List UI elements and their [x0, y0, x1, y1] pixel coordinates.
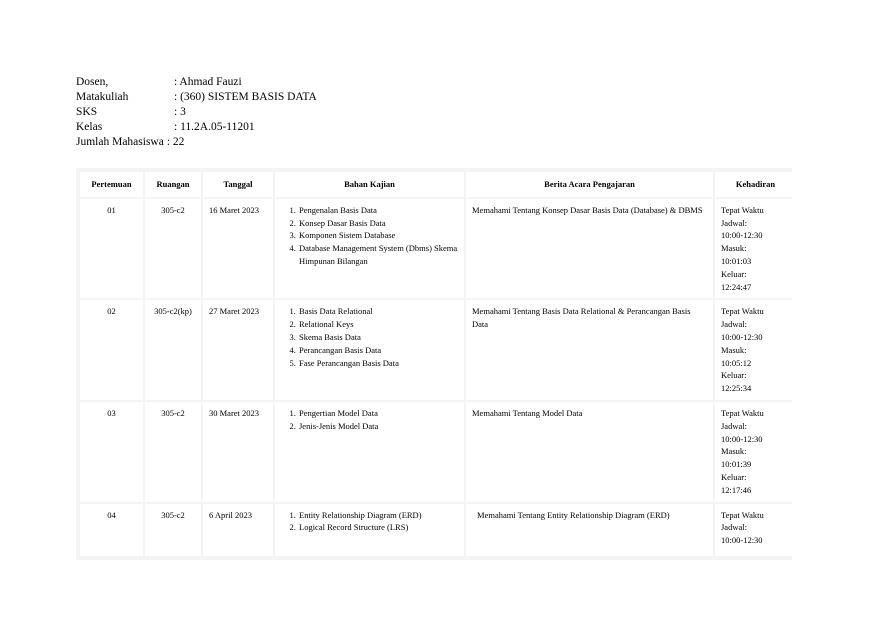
cell-bahan-kajian [275, 504, 464, 556]
cell-pertemuan: 02 [80, 300, 143, 400]
kehadiran-jadwal-value: 10:00-12:30 [721, 331, 763, 342]
matakuliah-label: Matakuliah [76, 91, 129, 103]
cell-tanggal: 27 Maret 2023 [203, 300, 273, 400]
table-row [80, 199, 796, 299]
cell-bahan-kajian [275, 402, 464, 502]
cell-ruangan: 305-c2 [145, 199, 201, 299]
list-item: 4. Database Management System (Dbms) Skema Himpunan Bilangan [298, 242, 458, 268]
column-header-kehadiran: Kehadiran [715, 172, 796, 197]
kehadiran-jadwal-value: 10:00-12:30 [721, 535, 763, 546]
cell-kehadiran [715, 300, 796, 400]
attendance-table-container [76, 168, 792, 560]
list-item: 1. Pengertian Model Data [298, 407, 458, 420]
sks-row [76, 105, 317, 120]
kelas-row [76, 120, 317, 135]
dosen-label: Dosen, [76, 76, 109, 88]
kehadiran-keluar-label: Keluar: [721, 471, 747, 482]
kehadiran-status: Tepat Waktu [721, 204, 764, 215]
list-item: 3. Komponen Sistem Database [298, 229, 458, 242]
kehadiran-status: Tepat Waktu [721, 407, 764, 418]
cell-berita-acara: Memahami Tentang Konsep Dasar Basis Data (Database) & DBMS [466, 199, 713, 299]
cell-kehadiran [715, 199, 796, 299]
dosen-value: : Ahmad Fauzi [174, 76, 242, 88]
cell-ruangan: 305-c2 [145, 402, 201, 502]
cell-tanggal: 16 Maret 2023 [203, 199, 273, 299]
cell-bahan-kajian [275, 300, 464, 400]
matakuliah-row [76, 90, 317, 105]
list-item: 2. Konsep Dasar Basis Data [298, 217, 458, 230]
cell-kehadiran [715, 402, 796, 502]
column-header-tanggal: Tanggal [203, 172, 273, 197]
kehadiran-masuk-value: 10:05:12 [721, 357, 752, 368]
kehadiran-masuk-label: Masuk: [721, 243, 747, 254]
list-item: 2. Jenis-Jenis Model Data [298, 420, 458, 433]
sks-value: : 3 [174, 106, 186, 118]
kehadiran-keluar-label: Keluar: [721, 370, 747, 381]
cell-pertemuan: 04 [80, 504, 143, 556]
kehadiran-masuk-label: Masuk: [721, 446, 747, 457]
list-item: 4. Perancangan Basis Data [298, 344, 458, 357]
kehadiran-jadwal-value: 10:00-12:30 [721, 230, 763, 241]
kehadiran-keluar-label: Keluar: [721, 268, 747, 279]
cell-tanggal: 30 Maret 2023 [203, 402, 273, 502]
kehadiran-jadwal-label: Jadwal: [721, 522, 747, 533]
kehadiran-jadwal-label: Jadwal: [721, 319, 747, 330]
cell-berita-acara: Memahami Tentang Model Data [466, 402, 713, 502]
kehadiran-masuk-value: 10:01:03 [721, 255, 752, 266]
table-row [80, 300, 796, 400]
list-item: 1. Entity Relationship Diagram (ERD) [298, 509, 458, 522]
kehadiran-status: Tepat Waktu [721, 306, 764, 317]
bahan-list [281, 407, 458, 433]
kelas-value: : 11.2A.05-11201 [174, 121, 255, 133]
list-item: 2. Relational Keys [298, 318, 458, 331]
cell-berita-acara: Memahami Tentang Entity Relationship Diagram (ERD) [466, 504, 713, 556]
kehadiran-masuk-value: 10:01:39 [721, 459, 752, 470]
cell-bahan-kajian [275, 199, 464, 299]
table-header-row [80, 172, 796, 197]
cell-pertemuan: 01 [80, 199, 143, 299]
course-header [76, 75, 317, 150]
column-header-bahan-kajian: Bahan Kajian [275, 172, 464, 197]
table-row [80, 504, 796, 556]
kehadiran-keluar-value: 12:17:46 [721, 484, 752, 495]
dosen-row [76, 75, 317, 90]
bahan-list [281, 509, 458, 535]
bahan-list [281, 204, 458, 268]
kehadiran-jadwal-label: Jadwal: [721, 217, 747, 228]
list-item: 3. Skema Basis Data [298, 331, 458, 344]
cell-pertemuan: 03 [80, 402, 143, 502]
cell-berita-acara: Memahami Tentang Basis Data Relational & Perancangan Basis Data [466, 300, 713, 400]
attendance-table [78, 170, 798, 558]
matakuliah-value: : (360) SISTEM BASIS DATA [174, 91, 317, 103]
kehadiran-status: Tepat Waktu [721, 509, 764, 520]
jumlah-row [76, 135, 317, 150]
kehadiran-keluar-value: 12:25:34 [721, 383, 752, 394]
jumlah-value: : 22 [166, 136, 185, 148]
cell-kehadiran [715, 504, 796, 556]
kehadiran-jadwal-label: Jadwal: [721, 420, 747, 431]
table-row [80, 402, 796, 502]
column-header-pertemuan: Pertemuan [80, 172, 143, 197]
kehadiran-jadwal-value: 10:00-12:30 [721, 433, 763, 444]
jumlah-label: Jumlah Mahasiswa [76, 136, 164, 148]
cell-ruangan: 305-c2(kp) [145, 300, 201, 400]
cell-ruangan: 305-c2 [145, 504, 201, 556]
cell-tanggal: 6 April 2023 [203, 504, 273, 556]
sks-label: SKS [76, 106, 98, 118]
column-header-berita-acara: Berita Acara Pengajaran [466, 172, 713, 197]
kelas-label: Kelas [76, 121, 103, 133]
bahan-list [281, 305, 458, 369]
list-item: 1. Basis Data Relational [298, 305, 458, 318]
list-item: 2. Logical Record Structure (LRS) [298, 521, 458, 534]
kehadiran-masuk-label: Masuk: [721, 344, 747, 355]
list-item: 1. Pengenalan Basis Data [298, 204, 458, 217]
list-item: 5. Fase Perancangan Basis Data [298, 357, 458, 370]
kehadiran-keluar-value: 12:24:47 [721, 281, 752, 292]
column-header-ruangan: Ruangan [145, 172, 201, 197]
